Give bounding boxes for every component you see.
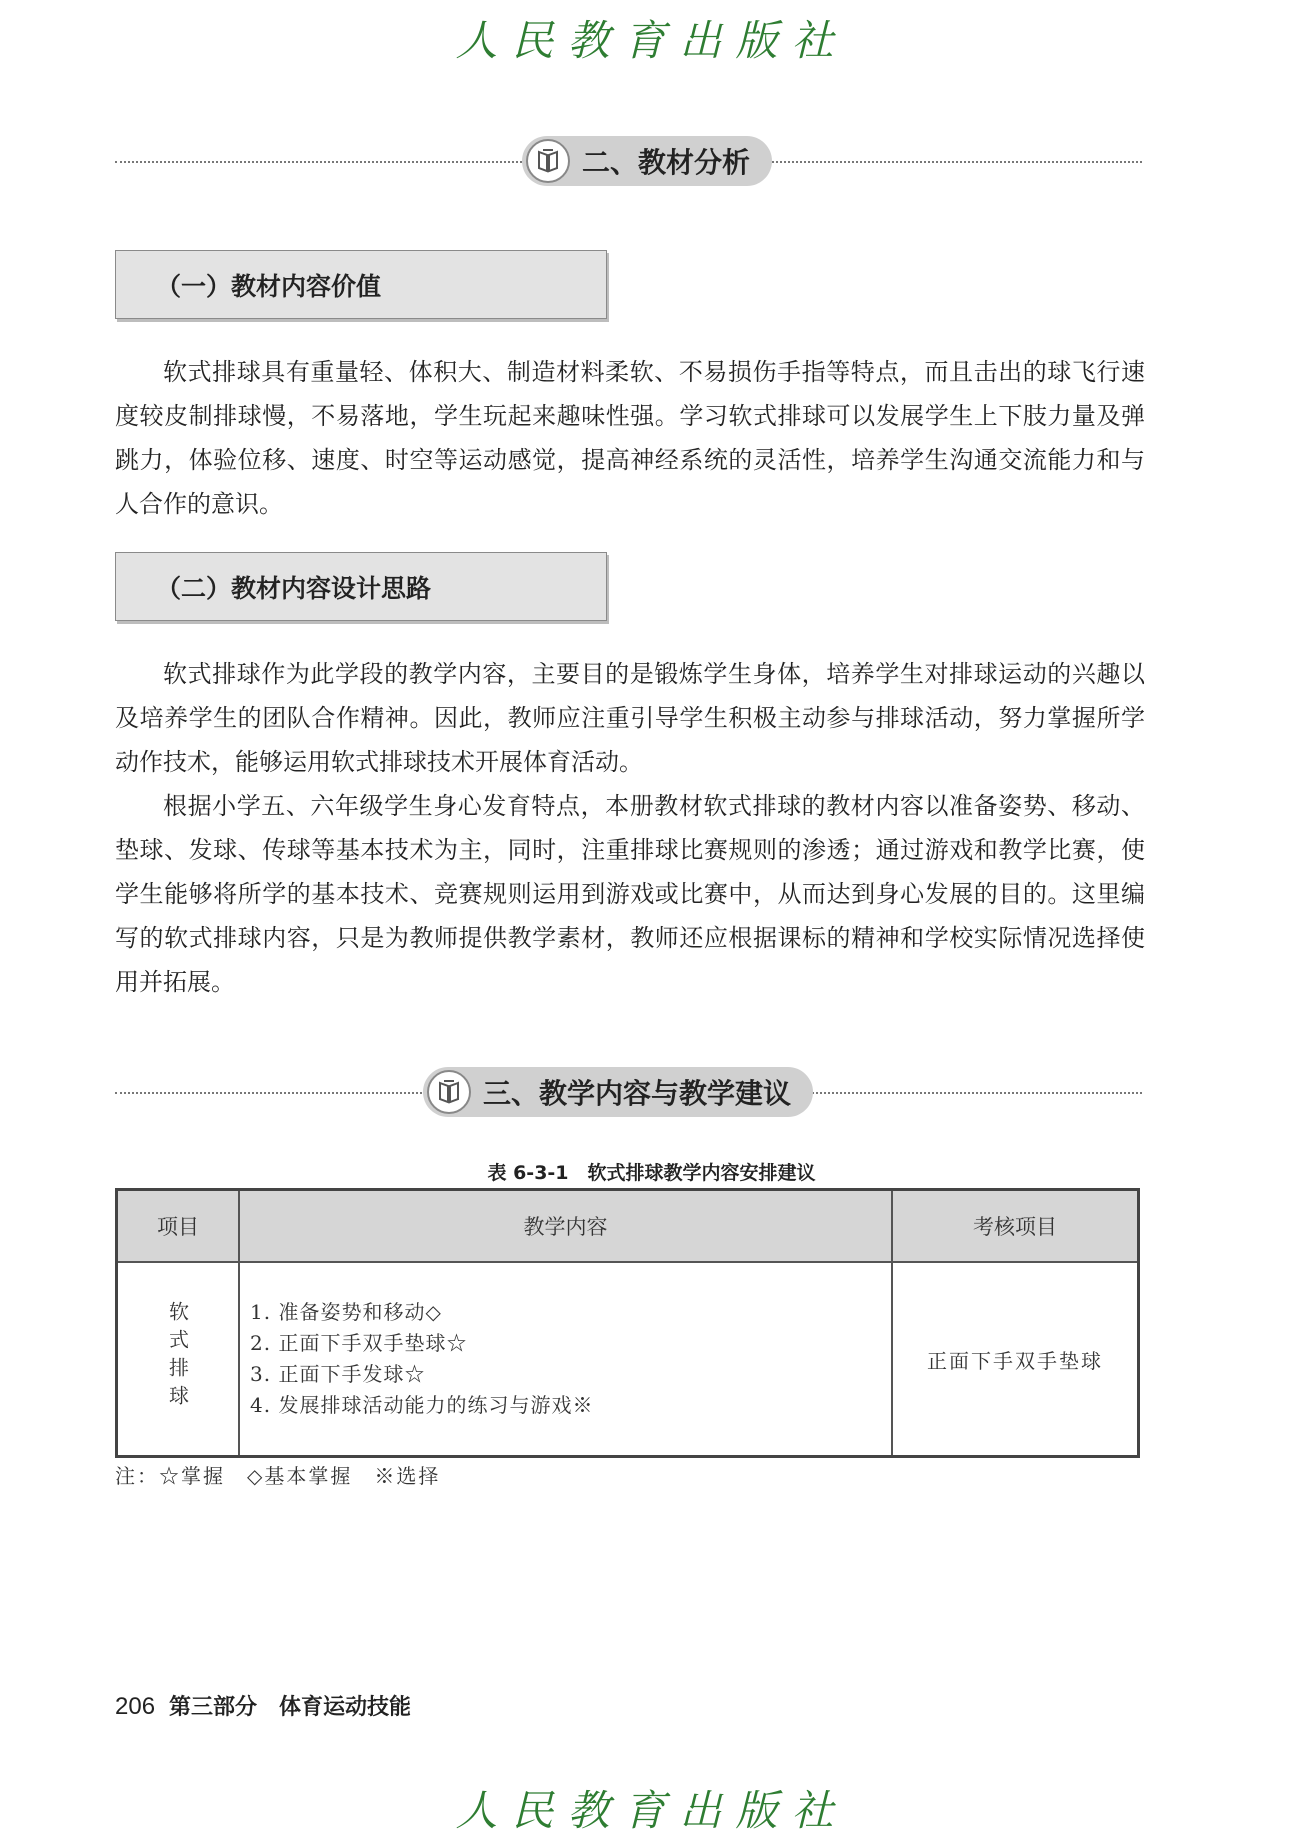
table-header-cell: 教学内容 <box>239 1190 892 1263</box>
section-title: 三、教学内容与教学建议 <box>483 1077 792 1110</box>
table-note: 注：☆掌握 ◇基本掌握 ※选择 <box>115 1464 441 1488</box>
section-pill <box>423 1067 813 1117</box>
content-cell <box>239 1262 892 1457</box>
content-list <box>250 1297 890 1421</box>
publisher-logo-top: 人民教育出版社 <box>455 16 848 65</box>
project-cell <box>117 1262 240 1457</box>
part-title: 第三部分 体育运动技能 <box>169 1695 412 1720</box>
table-caption: 表 6-3-1 软式排球教学内容安排建议 <box>487 1162 816 1184</box>
subsection-heading-value: （一）教材内容价值 <box>115 250 607 319</box>
list-item: 1. 准备姿势和移动◇ <box>250 1300 442 1324</box>
list-item: 4. 发展排球活动能力的练习与游戏※ <box>250 1393 594 1417</box>
project-name: 软式排球 <box>165 1300 190 1413</box>
book-icon <box>427 1070 471 1114</box>
publisher-logo-bottom: 人民教育出版社 <box>455 1786 848 1835</box>
subsection-heading-design: （二）教材内容设计思路 <box>115 552 607 621</box>
section-header-teaching <box>115 1067 1142 1119</box>
assessment-cell: 正面下手双手垫球 <box>892 1262 1139 1457</box>
section-header-analysis <box>115 136 1142 188</box>
paragraph-design-1: 软式排球作为此学段的教学内容，主要目的是锻炼学生身体，培养学生对排球运动的兴趣以及培养学生的团队合作精神。因此，教师应注重引导学生积极主动参与排球活动，努力掌握所学动作技术，能够运用软式排球技术开展体育活动。 <box>115 660 1145 776</box>
list-item: 2. 正面下手双手垫球☆ <box>250 1331 468 1355</box>
list-item: 3. 正面下手发球☆ <box>250 1362 426 1386</box>
page-number: 206 <box>115 1693 156 1720</box>
table-row <box>117 1262 1139 1457</box>
section-title: 二、教材分析 <box>582 146 751 179</box>
section-pill <box>522 136 772 186</box>
paragraph-value: 软式排球具有重量轻、体积大、制造材料柔软、不易损伤手指等特点，而且击出的球飞行速度较皮制排球慢，不易落地，学生玩起来趣味性强。学习软式排球可以发展学生上下肢力量及弹跳力，体验位移、速度、时空等运动感觉，提高神经系统的灵活性，培养学生沟通交流能力和与人合作的意识。 <box>115 358 1145 518</box>
table-header-row <box>117 1190 1139 1263</box>
teaching-content-table <box>115 1188 1140 1458</box>
paragraph-design-2: 根据小学五、六年级学生身心发育特点，本册教材软式排球的教材内容以准备姿势、移动、垫球、发球、传球等基本技术为主，同时，注重排球比赛规则的渗透；通过游戏和教学比赛，使学生能够将所学的基本技术、竞赛规则运用到游戏或比赛中，从而达到身心发展的目的。这里编写的软式排球内容，只是为教师提供教学素材，教师还应根据课标的精神和学校实际情况选择使用并拓展。 <box>115 792 1145 996</box>
table-header-cell: 考核项目 <box>892 1190 1139 1263</box>
table-header-cell: 项目 <box>117 1190 240 1263</box>
book-icon <box>526 139 570 183</box>
page-footer <box>115 1690 411 1721</box>
